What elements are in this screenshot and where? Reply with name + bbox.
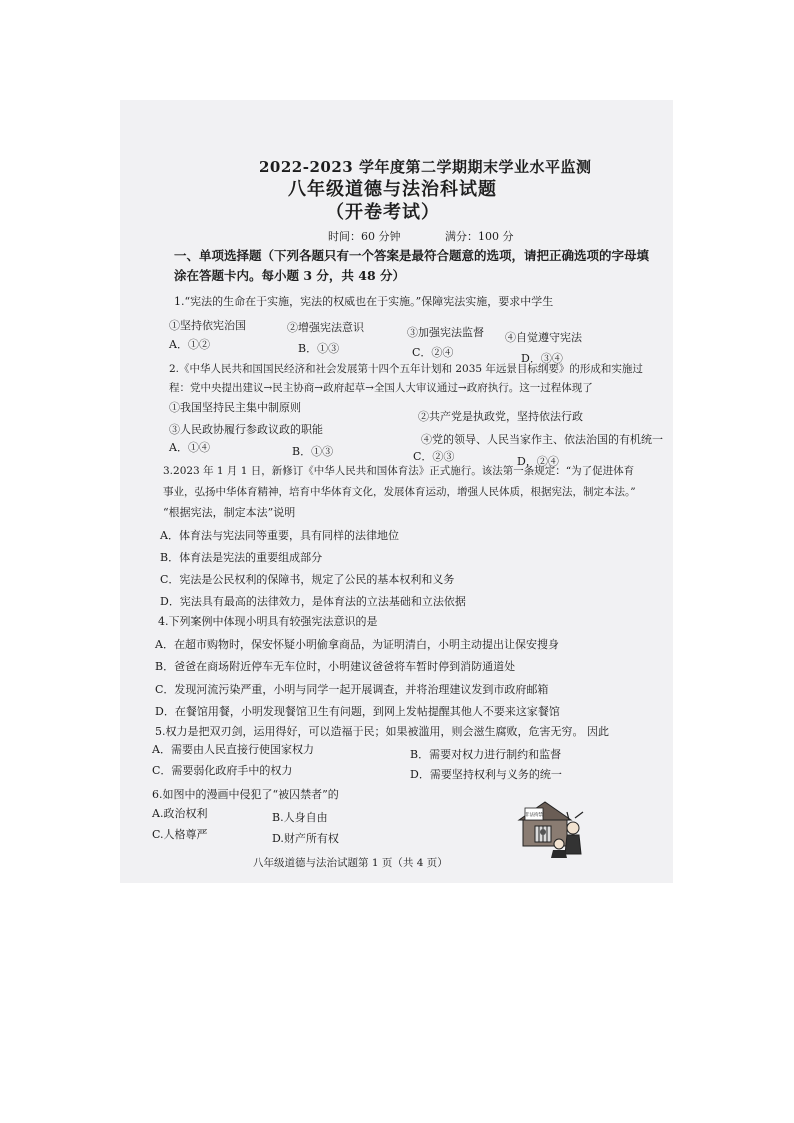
cartoon-sign: 非法拘禁	[525, 813, 543, 818]
q5-option-d: D．需要坚持权利与义务的统一	[410, 768, 562, 781]
section-title-cont: 涂在答题卡内。每小题 3 分，共 48 分）	[174, 268, 406, 283]
q3-stem-cont2: “根据宪法，制定本法”说明	[163, 506, 296, 519]
q6-option-c: C.人格尊严	[152, 828, 208, 841]
q2-option-a: A．①④	[169, 441, 210, 454]
section-title: 一、单项选择题（下列各题只有一个答案是最符合题意的选项，请把正确选项的字母填	[174, 248, 650, 263]
illegal-detention-cartoon	[515, 798, 587, 858]
q2-stem-cont: 程：党中央提出建议→民主协商→政府起草→全国人大审议通过→政府执行。这一过程体现了	[169, 382, 593, 394]
q3-option-d: D．宪法具有最高的法律效力，是体育法的立法基础和立法依据	[160, 595, 466, 608]
q4-option-b: B．爸爸在商场附近停车无车位时，小明建议爸爸将车暂时停到消防通道处	[155, 660, 516, 673]
q5-stem: 5.权力是把双刃剑，运用得好，可以造福于民；如果被滥用，则会滋生腐败，危害无穷。 因此	[155, 725, 609, 738]
q2-statement-1: ①我国坚持民主集中制原则	[169, 401, 301, 414]
q2-option-c: C．②③	[413, 450, 455, 463]
exam-title-mode: （开卷考试）	[326, 202, 440, 223]
q5-option-c: C．需要弱化政府手中的权力	[152, 764, 293, 777]
q1-option-c: C．②④	[412, 346, 454, 359]
exam-score: 满分：100 分	[445, 230, 514, 243]
q6-option-d: D.财产所有权	[272, 832, 339, 845]
q3-stem: 3.2023 年 1 月 1 日，新修订《中华人民共和国体育法》正式施行。该法第一条规定：“为了促进体育	[163, 465, 635, 477]
q4-option-a: A．在超市购物时，保安怀疑小明偷拿商品，为证明清白，小明主动提出让保安搜身	[155, 638, 559, 651]
q2-stem: 2.《中华人民共和国国民经济和社会发展第十四个五年计划和 2035 年远景目标纲要》的形成和实施过	[169, 363, 643, 375]
q1-statement-4: ④自觉遵守宪法	[505, 331, 582, 344]
q6-option-a: A.政治权利	[152, 807, 208, 820]
q1-stem: 1.“宪法的生命在于实施，宪法的权威也在于实施。”保障宪法实施，要求中学生	[174, 295, 554, 308]
exam-title-term: 2022-2023 学年度第二学期期末学业水平监测	[259, 158, 592, 176]
q1-option-a: A．①②	[169, 338, 210, 351]
q4-stem: 4.下列案例中体现小明具有较强宪法意识的是	[158, 615, 378, 628]
q2-option-b: B．①③	[292, 445, 334, 458]
q3-option-c: C．宪法是公民权利的保障书，规定了公民的基本权利和义务	[160, 573, 455, 586]
q6-stem: 6.如图中的漫画中侵犯了“被囚禁者”的	[152, 788, 339, 801]
q2-option-d: D．②④	[517, 455, 559, 468]
q6-option-b: B.人身自由	[272, 811, 328, 824]
q1-statement-3: ③加强宪法监督	[407, 326, 484, 339]
exam-title-subject: 八年级道德与法治科试题	[288, 179, 497, 200]
q2-statement-2: ②共产党是执政党，坚持依法行政	[418, 410, 583, 423]
page-footer: 八年级道德与法治试题第 1 页（共 4 页）	[253, 857, 448, 869]
exam-time: 时间：60 分钟	[328, 230, 401, 243]
q5-option-b: B．需要对权力进行制约和监督	[410, 748, 562, 761]
q4-option-c: C．发现河流污染严重，小明与同学一起开展调查，并将治理建议发到市政府邮箱	[155, 683, 549, 696]
q1-option-b: B．①③	[298, 342, 340, 355]
q5-option-a: A．需要由人民直接行使国家权力	[152, 743, 314, 756]
q4-option-d: D．在餐馆用餐，小明发现餐馆卫生有问题，到网上发帖提醒其他人不要来这家餐馆	[155, 705, 560, 718]
q2-statement-4: ④党的领导、人民当家作主、依法治国的有机统一	[421, 433, 663, 446]
q1-option-d: D．③④	[521, 352, 563, 365]
q3-stem-cont: 事业，弘扬中华体育精神，培育中华体育文化，发展体育运动，增强人民体质，根据宪法，制定本法。”	[163, 486, 636, 498]
q2-statement-3: ③人民政协履行参政议政的职能	[169, 423, 323, 436]
q1-statement-2: ②增强宪法意识	[287, 321, 364, 334]
q1-statement-1: ①坚持依宪治国	[169, 319, 246, 332]
q3-option-a: A．体育法与宪法同等重要，具有同样的法律地位	[160, 529, 399, 542]
q3-option-b: B．体育法是宪法的重要组成部分	[160, 551, 323, 564]
exam-page	[120, 100, 673, 883]
